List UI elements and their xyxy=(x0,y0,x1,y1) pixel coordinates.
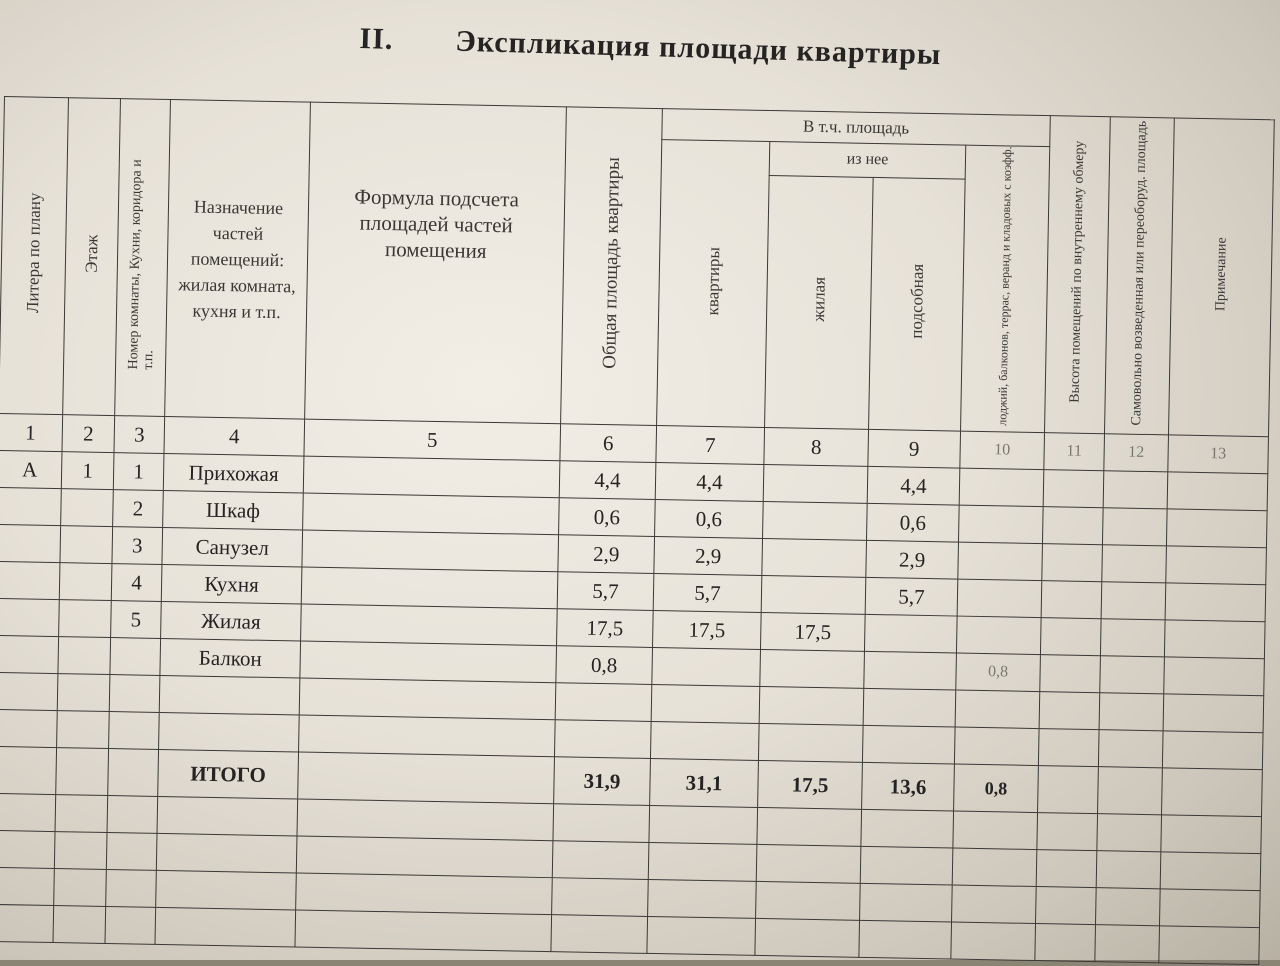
cell-formula xyxy=(301,567,558,609)
column-number: 5 xyxy=(304,419,561,461)
cell-room-number: 3 xyxy=(112,527,163,565)
cell-floor xyxy=(61,489,114,527)
cell-litera xyxy=(0,488,61,526)
cell-room-number: 4 xyxy=(111,564,162,602)
cell-floor xyxy=(59,600,112,638)
total-apartment-sum: 31,1 xyxy=(650,759,759,808)
page-title xyxy=(359,22,1000,74)
cell-note xyxy=(1166,546,1267,585)
cell-formula xyxy=(300,641,557,683)
cell-living-area xyxy=(763,502,868,541)
header-col6: Общая площадь квартиры xyxy=(598,157,624,370)
total-formula xyxy=(298,752,555,804)
header-col3: Номер комнаты, Кухни, коридора и т.п. xyxy=(125,159,156,371)
header-col7: квартиры xyxy=(702,246,723,316)
cell-height xyxy=(1043,470,1104,508)
cell-litera xyxy=(0,525,61,563)
header-col12: Самовольно возведенная или переоборуд. площадь xyxy=(1129,120,1150,426)
cell-floor xyxy=(59,563,112,601)
cell-room-name: Прихожая xyxy=(163,454,304,494)
column-number: 9 xyxy=(868,430,961,469)
column-number: 1 xyxy=(0,414,63,452)
cell-room-name: Шкаф xyxy=(163,491,304,531)
cell-apartment-area: 4,4 xyxy=(655,463,764,502)
cell-balcony-area xyxy=(957,579,1042,618)
section-number: II. xyxy=(359,22,394,56)
cell-balcony-area xyxy=(958,505,1043,544)
cell-auxiliary-area: 4,4 xyxy=(867,467,960,506)
cell-balcony-area xyxy=(958,542,1043,581)
cell-room-number: 5 xyxy=(111,601,162,639)
total-living-sum: 17,5 xyxy=(758,761,863,810)
explication-table-wrapper xyxy=(0,96,1275,966)
column-number: 7 xyxy=(656,426,765,465)
cell-living-area: 17,5 xyxy=(760,613,865,652)
cell-floor xyxy=(60,526,113,564)
cell-living-area xyxy=(760,650,865,689)
cell-litera xyxy=(0,562,60,600)
cell-total-area: 4,4 xyxy=(559,461,656,500)
cell-living-area xyxy=(763,465,868,504)
cell-note xyxy=(1166,509,1267,548)
cell-living-area xyxy=(761,576,866,615)
cell-room-name: Санузел xyxy=(162,528,303,568)
cell-unauthorized xyxy=(1100,656,1165,694)
cell-formula xyxy=(303,456,560,498)
cell-floor xyxy=(58,637,111,675)
cell-note xyxy=(1165,583,1266,622)
cell-room-name: Кухня xyxy=(161,565,302,605)
header-col4: Назначение частей помещений: жилая комната, кухня и т.п. xyxy=(165,100,311,420)
cell-height xyxy=(1040,655,1101,693)
cell-note xyxy=(1164,657,1265,696)
cell-total-area: 2,9 xyxy=(558,535,655,574)
total-area-sum: 31,9 xyxy=(554,757,651,806)
cell-height xyxy=(1040,618,1101,656)
column-number: 10 xyxy=(960,431,1045,470)
total-label: ИТОГО xyxy=(158,750,299,800)
header-col5: Формула подсчета площадей частей помещения xyxy=(305,102,567,424)
cell-room-number: 1 xyxy=(113,453,164,491)
cell-room-name: Балкон xyxy=(160,639,301,679)
cell-unauthorized xyxy=(1102,545,1167,583)
cell-unauthorized xyxy=(1103,508,1168,546)
column-number: 11 xyxy=(1044,433,1105,471)
column-number: 6 xyxy=(560,424,657,463)
cell-litera xyxy=(0,636,59,674)
cell-total-area: 5,7 xyxy=(557,572,654,611)
total-auxiliary-sum: 13,6 xyxy=(862,763,955,812)
header-col11: Высота помещений по внутреннему обмеру xyxy=(1067,140,1088,404)
cell-note xyxy=(1164,620,1265,659)
header-group-main: В т.ч. площадь xyxy=(662,109,1051,147)
column-number: 13 xyxy=(1168,435,1269,474)
cell-apartment-area: 0,6 xyxy=(655,500,764,539)
cell-auxiliary-area: 5,7 xyxy=(865,578,958,617)
cell-auxiliary-area xyxy=(864,652,957,691)
column-number: 8 xyxy=(764,428,869,467)
header-col2: Этаж xyxy=(81,234,101,274)
cell-apartment-area xyxy=(652,648,761,687)
cell-balcony-area: 0,8 xyxy=(956,653,1041,692)
cell-auxiliary-area xyxy=(864,615,957,654)
cell-unauthorized xyxy=(1100,619,1165,657)
header-row-1 xyxy=(4,97,1274,151)
column-number: 2 xyxy=(62,415,115,453)
cell-formula xyxy=(303,493,560,535)
cell-note xyxy=(1167,472,1268,511)
header-col13: Примечание xyxy=(1213,237,1230,312)
cell-auxiliary-area: 2,9 xyxy=(866,541,959,580)
column-number: 3 xyxy=(114,416,165,454)
title-text: Экспликация площади квартиры xyxy=(455,24,942,72)
cell-total-area: 17,5 xyxy=(557,609,654,648)
cell-unauthorized xyxy=(1101,582,1166,620)
cell-auxiliary-area: 0,6 xyxy=(866,504,959,543)
cell-litera xyxy=(0,599,59,637)
header-col10: лоджий, балконов, террас, веранд и кладовых с коэфф. xyxy=(995,146,1015,426)
cell-litera: А xyxy=(0,451,62,489)
cell-formula xyxy=(302,530,559,572)
header-col8: жилая xyxy=(808,277,829,323)
cell-apartment-area: 2,9 xyxy=(654,537,763,576)
cell-height xyxy=(1042,544,1103,582)
cell-formula xyxy=(301,604,558,646)
header-col9: подсобная xyxy=(906,263,927,340)
header-col1: Литера по плану xyxy=(22,192,44,314)
cell-height xyxy=(1041,581,1102,619)
explication-table xyxy=(0,96,1275,966)
total-balcony-sum: 0,8 xyxy=(954,764,1039,813)
cell-room-name: Жилая xyxy=(161,602,302,642)
cell-total-area: 0,6 xyxy=(559,498,656,537)
cell-apartment-area: 5,7 xyxy=(653,574,762,613)
cell-total-area: 0,8 xyxy=(556,646,653,685)
cell-room-number: 2 xyxy=(113,490,164,528)
cell-floor: 1 xyxy=(61,452,114,490)
cell-balcony-area xyxy=(956,616,1041,655)
cell-room-number xyxy=(110,638,161,676)
cell-apartment-area: 17,5 xyxy=(652,611,761,650)
cell-balcony-area xyxy=(959,468,1044,507)
cell-height xyxy=(1043,507,1104,545)
header-group-sub: из нее xyxy=(769,142,966,179)
column-number: 12 xyxy=(1104,434,1169,472)
cell-living-area xyxy=(762,539,867,578)
cell-unauthorized xyxy=(1103,471,1168,509)
column-number: 4 xyxy=(164,417,305,457)
